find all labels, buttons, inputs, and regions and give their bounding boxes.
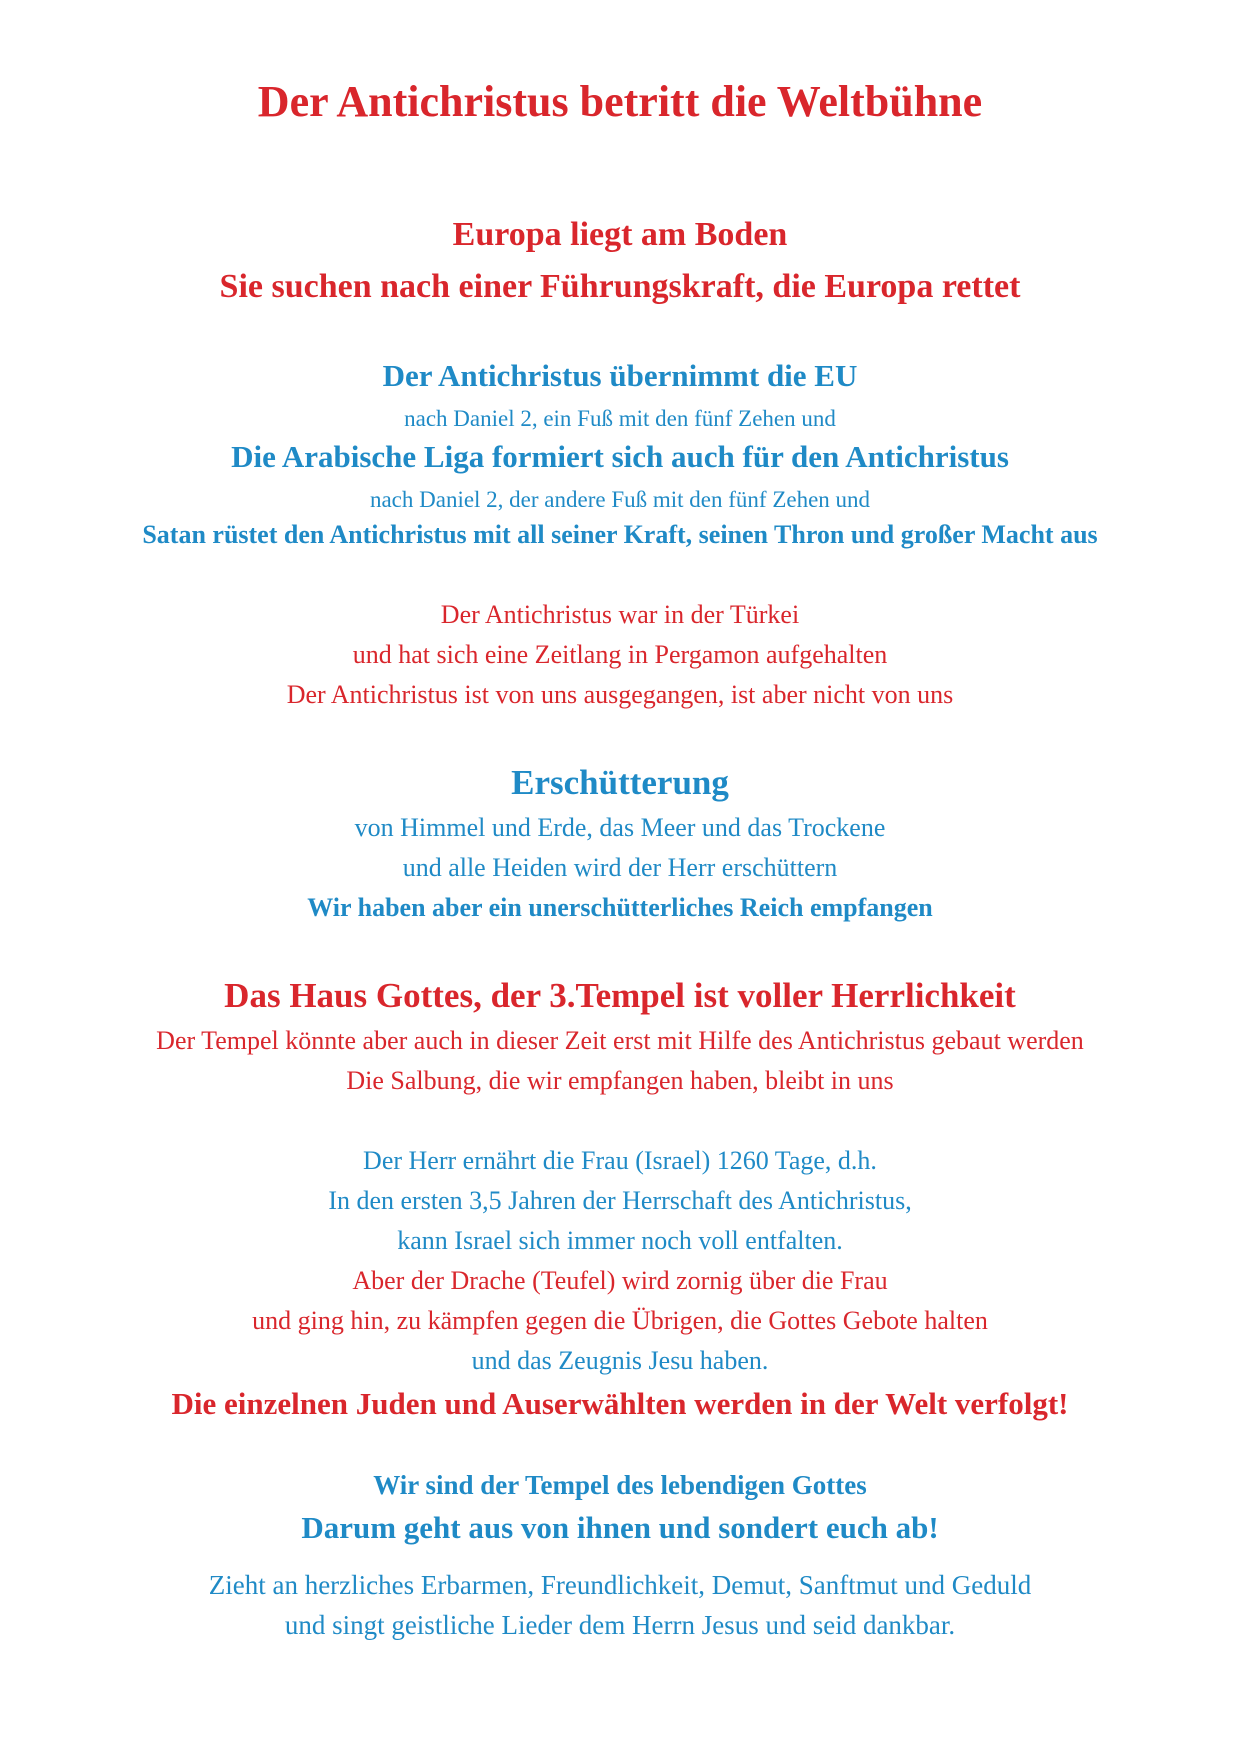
eu-heading: Der Antichristus übernimmt die EU xyxy=(382,358,858,393)
daniel-note-2: nach Daniel 2, der andere Fuß mit den fünf Zehen und xyxy=(369,487,871,512)
virtues-line: Zieht an herzliches Erbarmen, Freundlichkeit, Demut, Sanftmut und Geduld xyxy=(208,1570,1032,1600)
shaking-line-2: und alle Heiden wird der Herr erschüttern xyxy=(402,853,838,882)
shaking-heading: Erschütterung xyxy=(511,763,729,802)
dragon-line-2: und ging hin, zu kämpfen gegen die Übrigen, die Gottes Gebote halten xyxy=(252,1306,988,1335)
songs-line: und singt geistliche Lieder dem Herrn Jesus und seid dankbar. xyxy=(284,1610,956,1640)
persecution-line: Die einzelnen Juden und Auserwählten werden in der Welt verfolgt! xyxy=(171,1386,1069,1421)
page-title: Der Antichristus betritt die Weltbühne xyxy=(257,77,983,126)
separate-line: Darum geht aus von ihnen und sondert euch ab! xyxy=(301,1510,939,1545)
anointing-line: Die Salbung, die wir empfangen haben, bleibt in uns xyxy=(346,1066,894,1095)
pergamon-line: und hat sich eine Zeitlang in Pergamon aufgehalten xyxy=(352,640,888,669)
from-us-line: Der Antichristus ist von uns ausgegangen, ist aber nicht von uns xyxy=(286,680,954,709)
israel-line-3: kann Israel sich immer noch voll entfalten. xyxy=(397,1226,843,1255)
daniel-note-1: nach Daniel 2, ein Fuß mit den fünf Zehen und xyxy=(404,406,836,431)
temple-heading: Das Haus Gottes, der 3.Tempel ist voller Herrlichkeit xyxy=(224,976,1016,1015)
europe-subheading: Sie suchen nach einer Führungskraft, die Europa rettet xyxy=(219,268,1021,305)
temple-line-1: Der Tempel könnte aber auch in dieser Zeit erst mit Hilfe des Antichristus gebaut werden xyxy=(156,1026,1084,1055)
israel-line-1: Der Herr ernährt die Frau (Israel) 1260 Tage, d.h. xyxy=(363,1146,877,1175)
living-temple-line: Wir sind der Tempel des lebendigen Gottes xyxy=(373,1470,867,1500)
israel-line-2: In den ersten 3,5 Jahren der Herrschaft des Antichristus, xyxy=(328,1186,912,1215)
arab-league-heading: Die Arabische Liga formiert sich auch für den Antichristus xyxy=(231,439,1009,474)
shaking-line-1: von Himmel und Erde, das Meer und das Trockene xyxy=(354,813,886,842)
testimony-line: und das Zeugnis Jesu haben. xyxy=(471,1346,769,1375)
kingdom-line: Wir haben aber ein unerschütterliches Reich empfangen xyxy=(307,893,933,922)
satan-line: Satan rüstet den Antichristus mit all seiner Kraft, seinen Thron und großer Macht aus xyxy=(142,520,1098,549)
europe-heading: Europa liegt am Boden xyxy=(452,216,788,253)
dragon-line-1: Aber der Drache (Teufel) wird zornig über die Frau xyxy=(352,1266,888,1295)
turkey-line: Der Antichristus war in der Türkei xyxy=(440,600,800,629)
